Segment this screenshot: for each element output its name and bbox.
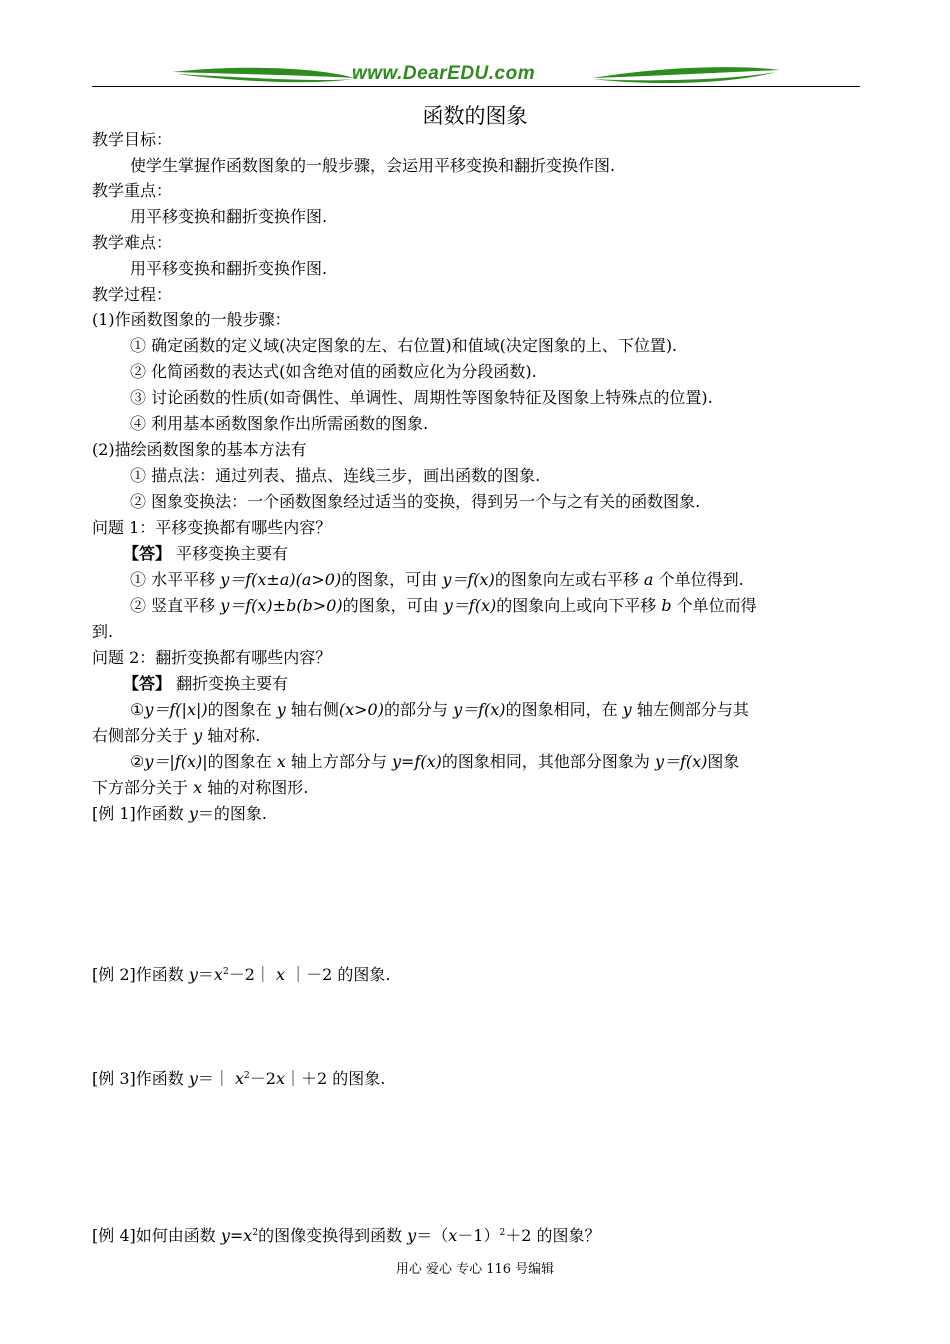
method-2: ② 图象变换法：一个函数图象经过适当的变换，得到另一个与之有关的函数图象. [130,492,701,511]
answer-1-lead [123,543,288,565]
difficulty-label: 教学难点： [92,233,173,252]
example-2: [例 2]作函数 $y=x^2-2|$ x ｜－2 的图象. [92,965,391,984]
answer-tag: 【答】 [123,674,172,693]
formula: y＝f(x) [654,752,708,771]
formula: y＝|f(x)| [144,752,208,771]
flip-abs-x-line-end: 右侧部分关于 y 轴对称. [92,726,261,745]
flip-abs-x-line: ①y＝f(|x|)的图象在 y 轴右侧(x>0)的部分与 y＝f(x)的图象相同，在 y 轴左侧部分与其 [130,700,749,719]
steps-heading: (1)作函数图象的一般步骤： [92,310,291,329]
vertical-shift-line-end: 到. [92,622,114,641]
formula: y＝f(x) [443,596,497,615]
vertical-shift-line: ② 竖直平移 y＝f(x)±b(b>0)的图象，可由 y＝f(x)的图象向上或向下平移 b 个单位而得 [130,596,757,615]
condition: (a>0) [295,570,342,589]
site-logo-text: www.DearEDU.com [352,63,536,84]
condition: (b>0) [296,596,343,615]
method-1: ① 描点法：通过列表、描点、连线三步，画出函数的图象. [130,466,541,485]
variable: b [661,596,672,615]
difficulty-text: 用平移变换和翻折变换作图. [130,259,328,278]
step-2: ② 化简函数的表达式(如含绝对值的函数应化为分段函数). [130,362,537,381]
formula: y＝f(x±a) [220,570,296,589]
methods-heading: (2)描绘函数图象的基本方法有 [92,440,307,459]
formula: y＝f(x) [453,700,506,719]
horizontal-shift-line: ① 水平平移 y＝f(x±a)(a>0)的图象，可由 y＝f(x)的图象向左或右平移 a 个单位得到. [130,570,744,589]
question-2: 问题 2：翻折变换都有哪些内容？ [92,648,332,667]
formula: y=f(x) [391,752,442,771]
condition: (x>0) [338,700,384,719]
goal-label: 教学目标： [92,130,173,149]
answer-2-lead [123,673,288,695]
key-text: 用平移变换和翻折变换作图. [130,207,328,226]
step-4: ④ 利用基本函数图象作出所需函数的图象. [130,414,429,433]
header-rule [92,86,860,87]
answer-lead-text: 平移变换主要有 [176,544,289,563]
key-label: 教学重点： [92,181,173,200]
answer-lead-text: 翻折变换主要有 [176,674,289,693]
step-1: ① 确定函数的定义域(决定图象的左、右位置)和值域(决定图象的上、下位置). [130,336,678,355]
example-3: [例 3]作函数 y＝｜ $x^2-2x|+2$ 的图象. [92,1069,386,1088]
document-title: 函数的图象 [422,104,528,128]
formula: y＝f(x) [442,570,495,589]
flip-abs-fx-line: ②y＝|f(x)|的图象在 x 轴上方部分与 y=f(x)的图象相同，其他部分图象为 y＝f(x)图象 [130,752,740,771]
page-footer: 用心 爱心 专心 116 号编辑 [395,1262,555,1277]
example-4: [例 4]如何由函数 $y=x^2$的图像变换得到函数 $y=(x-1)^2+2$ 的图象？ [92,1226,601,1245]
answer-tag: 【答】 [123,544,172,563]
flip-abs-fx-line-end: 下方部分关于 x 轴的对称图形. [92,778,309,797]
variable: a [643,570,654,589]
step-3: ③ 讨论函数的性质(如奇偶性、单调性、周期性等图象特征及图象上特殊点的位置). [130,388,713,407]
question-1: 问题 1：平移变换都有哪些内容？ [92,518,332,537]
example-1: [例 1]作函数 y＝的图象. [92,804,267,823]
process-label: 教学过程： [92,285,173,304]
formula: y＝f(x)±b [220,596,297,615]
goal-text: 使学生掌握作函数图象的一般步骤，会运用平移变换和翻折变换作图. [130,156,616,175]
formula: y＝f(|x|) [144,700,208,719]
